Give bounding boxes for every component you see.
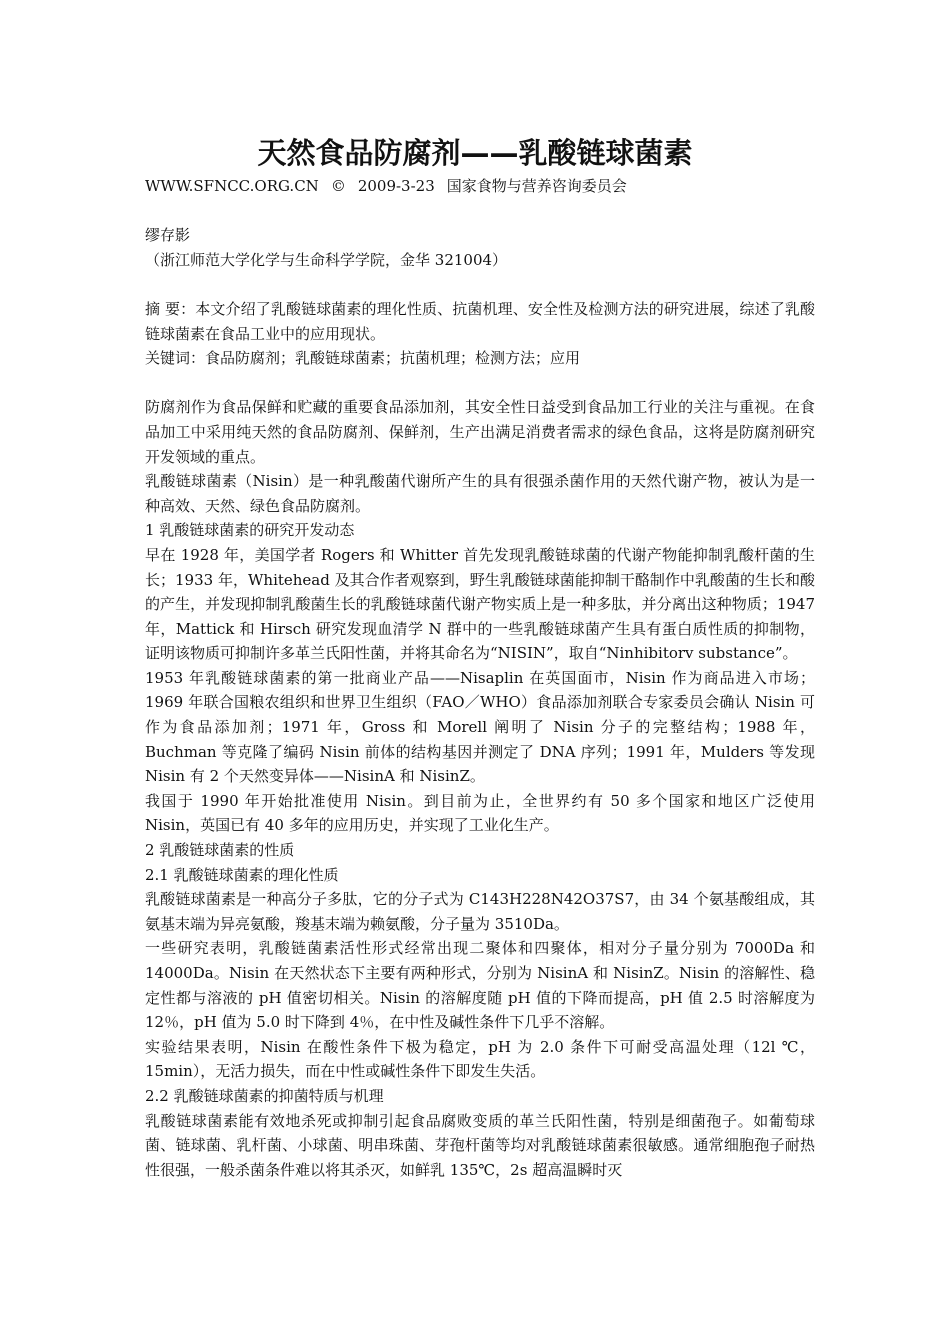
author: 缪存影 bbox=[145, 226, 191, 245]
spacer bbox=[145, 199, 815, 224]
paragraph: 一些研究表明，乳酸链菌素活性形式经常出现二聚体和四聚体，相对分子量分别为 7000Da 和 14000Da。Nisin 在天然状态下主要有两种形式，分别为 NisinA 和 NisinZ。Nisin 的溶解性、稳定性都与溶液的 pH 值密切相关。Nisin 的溶解度随 pH 值的下降而提高，pH 值 2.5 时溶解度为 12％，pH 值为 5.0 时下降到 4％，在中性及碱性条件下几乎不溶解。 bbox=[145, 939, 815, 1032]
section-heading: 1 乳酸链球菌素的研究开发动态 bbox=[145, 521, 355, 540]
abstract: 摘 要：本文介绍了乳酸链球菌素的理化性质、抗菌机理、安全性及检测方法的研究进展，综述了乳酸链球菌素在食品工业中的应用现状。 bbox=[145, 299, 815, 343]
meta-line bbox=[145, 174, 815, 199]
affiliation: （浙江师范大学化学与生命科学学院，金华 321004） bbox=[145, 250, 508, 269]
paragraph: 防腐剂作为食品保鲜和贮藏的重要食品添加剂，其安全性日益受到食品加工行业的关注与重视。在食品加工中采用纯天然的食品防腐剂、保鲜剂，生产出满足消费者需求的绿色食品，这将是防腐剂研究开发领域的重点。 bbox=[145, 398, 815, 466]
subsection-heading: 2.2 乳酸链球菌素的抑菌特质与机理 bbox=[145, 1086, 384, 1105]
paragraph: 乳酸链球菌素能有效地杀死或抑制引起食品腐败变质的革兰氏阳性菌，特别是细菌孢子。如葡萄球菌、链球菌、乳杆菌、小球菌、明串珠菌、芽孢杆菌等均对乳酸链球菌素很敏感。通常细胞孢子耐热性很强，一般杀菌条件难以将其杀灭，如鲜乳 135℃，2s 超高温瞬时灭 bbox=[145, 1111, 815, 1179]
copyright-symbol: © bbox=[330, 177, 346, 195]
spacer bbox=[145, 371, 815, 396]
section-heading: 2 乳酸链球菌素的性质 bbox=[145, 841, 295, 860]
paragraph: 实验结果表明，Nisin 在酸性条件下极为稳定，pH 为 2.0 条件下可耐受高温处理（12l ℃，15min），无活力损失，而在中性或碱性条件下即发生失活。 bbox=[145, 1037, 815, 1081]
paragraph: 1953 年乳酸链球菌素的第一批商业产品——Nisaplin 在英国面市，Nisin 作为商品进入市场；1969 年联合国粮农组织和世界卫生组织（FAO／WHO）食品添加剂联合专家委员会确认 Nisin 可作为食品添加剂；1971 年，Gross 和 Morell 阐明了 Nisin 分子的完整结构；1988 年，Buchman 等克隆了编码 Nisin 前体的结构基因并测定了 DNA 序列；1991 年，Mulders 等发现 Nisin 有 2 个天然变异体——NisinA 和 NisinZ。 bbox=[145, 668, 815, 786]
page-title: 天然食品防腐剂——乳酸链球菌素 bbox=[257, 136, 693, 170]
article-content bbox=[145, 174, 815, 1182]
paragraph: 乳酸链球菌素（Nisin）是一种乳酸菌代谢所产生的具有很强杀菌作用的天然代谢产物，被认为是一种高效、天然、绿色食品防腐剂。 bbox=[145, 472, 815, 515]
keywords: 关键词：食品防腐剂；乳酸链球菌素；抗菌机理；检测方法；应用 bbox=[145, 349, 581, 368]
paragraph: 我国于 1990 年开始批准使用 Nisin。到目前为止，全世界约有 50 多个国家和地区广泛使用 Nisin，英国已有 40 多年的应用历史，并实现了工业化生产。 bbox=[145, 791, 815, 835]
source-org: 国家食物与营养咨询委员会 bbox=[446, 177, 627, 195]
paragraph: 乳酸链球菌素是一种高分子多肽，它的分子式为 C143H228N42O37S7，由 34 个氨基酸组成，其氨基末端为异亮氨酸，羧基末端为赖氨酸，分子量为 3510Da。 bbox=[145, 890, 815, 933]
subsection-heading: 2.1 乳酸链球菌素的理化性质 bbox=[145, 865, 339, 884]
source-site: WWW.SFNCC.ORG.CN bbox=[145, 177, 319, 195]
paragraph: 早在 1928 年，美国学者 Rogers 和 Whitter 首先发现乳酸链球菌的代谢产物能抑制乳酸杆菌的生长；1933 年，Whitehead 及其合作者观察到，野生乳酸链球菌能抑制干酪制作中乳酸菌的生长和酸的产生，并发现抑制乳酸菌生长的乳酸链球菌代谢产物实质上是一种多肽，并分离出这种物质；1947 年，Mattick 和 Hirsch 研究发现血清学 N 群中的一些乳酸链球菌产生具有蛋白质性质的抑制物，证明该物质可抑制许多革兰氏阳性菌，并将其命名为“NISIN”，取自“Ninhibitorv substance”。 bbox=[145, 545, 815, 663]
publish-date: 2009-3-23 bbox=[357, 177, 435, 195]
spacer bbox=[145, 272, 815, 297]
